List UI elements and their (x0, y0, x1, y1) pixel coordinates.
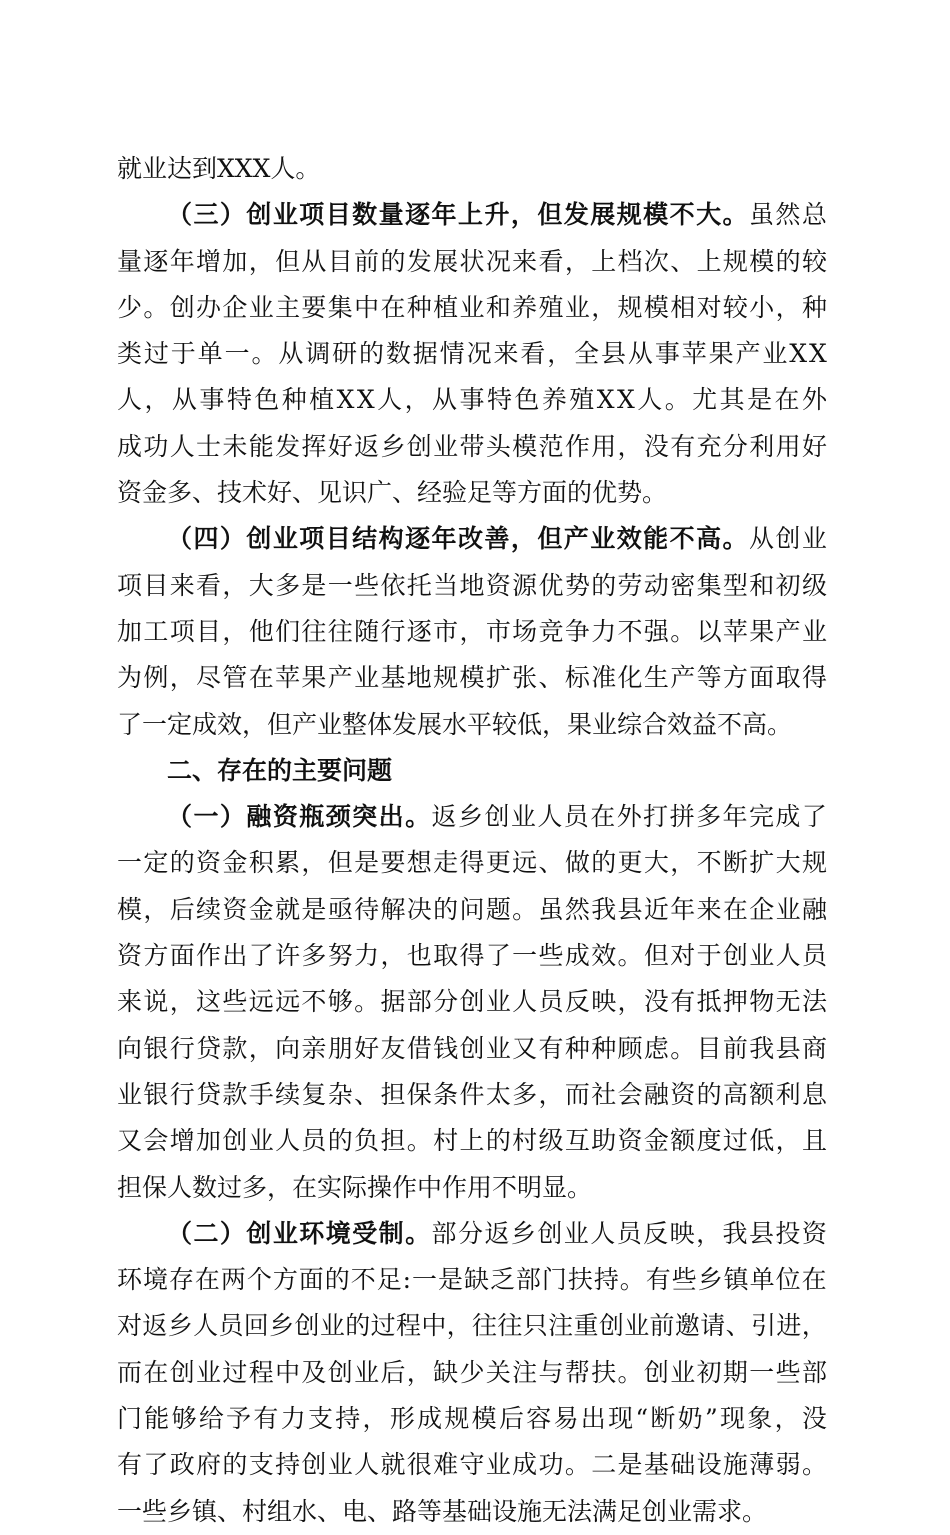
text-line: 项 目 来 看 ， 大 多 是 一 些 依 托 当 地 资 源 优 势 的 劳 动 密 集 型 和 初 级 (117, 570, 827, 600)
text-line: 成 功 人 士 未 能 发 挥 好 返 乡 创 业 带 头 模 范 作 用 ， 没 有 充 分 利 用 好 (117, 431, 827, 461)
document-body (117, 146, 827, 1535)
text-line: 资 方 面 作 出 了 许 多 努 力 ， 也 取 得 了 一 些 成 效 。 但 对 于 创 业 人 员 (117, 941, 827, 971)
text-line: 而 在 创 业 过 程 中 及 创 业 后 ， 缺 少 关 注 与 帮 扶 。 创 业 初 期 一 些 部 (117, 1357, 827, 1387)
text-line (117, 1489, 827, 1535)
text-line: 一 定 的 资 金 积 累 ， 但 是 要 想 走 得 更 远 、 做 的 更 大 ， 不 断 扩 大 规 (117, 848, 827, 878)
body-text: 一些乡镇、村组水、电、路等基础设施无法满足创业需求。 (117, 1496, 768, 1526)
text-line: 来 说 ， 这 些 远 远 不 够 。 据 部 分 创 业 人 员 反 映 ， 没 有 抵 押 物 无 法 (117, 987, 827, 1017)
body-text: 担保人数过多，在实际操作中作用不明显。 (117, 1172, 593, 1202)
text-line: 又 会 增 加 创 业 人 员 的 负 担 。 村 上 的 村 级 互 助 资 金 额 度 过 低 ， 且 (117, 1126, 827, 1156)
text-line: 环 境 存 在 两 个 方 面 的 不 足 : 一 是 缺 乏 部 门 扶 持 。 有 些 乡 镇 单 位 在 (117, 1265, 827, 1295)
text-line (117, 1165, 827, 1211)
body-text: 了一定成效，但产业整体发展水平较低，果业综合效益不高。 (117, 709, 793, 739)
text-line: 对 返 乡 人 员 回 乡 创 业 的 过 程 中 ， 往 往 只 注 重 创 业 前 邀 请 、 引 进 ， (117, 1311, 827, 1341)
text-line: 业 银 行 贷 款 手 续 复 杂 、 担 保 条 件 太 多 ， 而 社 会 融 资 的 高 额 利 息 (117, 1079, 827, 1109)
text-line: 量 逐 年 增 加 ， 但 从 目 前 的 发 展 状 况 来 看 ， 上 档 次 、 上 规 模 的 较 (117, 246, 827, 276)
text-line (117, 146, 827, 192)
text-line: （ 一 ） 融 资 瓶 颈 突 出 。 返 乡 创 业 人 员 在 外 打 拼 多 年 完 成 了 (167, 802, 827, 832)
text-line (117, 748, 827, 794)
text-line: （ 二 ） 创 业 环 境 受 制 。 部 分 返 乡 创 业 人 员 反 映 ， 我 县 投 资 (167, 1218, 827, 1248)
text-line: （ 四 ） 创 业 项 目 结 构 逐 年 改 善 ， 但 产 业 效 能 不 高 。 从 创 业 (167, 524, 827, 554)
text-line: 门 能 够 给 予 有 力 支 持 ， 形 成 规 模 后 容 易 出 现 “ 断 奶 ” 现 象 ， 没 (117, 1404, 827, 1434)
heading-text: 二、存在的主要问题 (167, 755, 393, 785)
text-line (117, 470, 827, 516)
text-line: 加 工 项 目 ， 他 们 往 往 随 行 逐 市 ， 市 场 竞 争 力 不 强 。 以 苹 果 产 业 (117, 616, 827, 646)
text-line: 类 过 于 单 一 。 从 调 研 的 数 据 情 况 来 看 ， 全 县 从 事 苹 果 产 业 X X (117, 339, 827, 369)
text-line: （ 三 ） 创 业 项 目 数 量 逐 年 上 升 ， 但 发 展 规 模 不 大 。 虽 然 总 (167, 200, 827, 230)
body-text: 资金多、技术好、见识广、经验足等方面的优势。 (117, 478, 668, 508)
text-line: 有 了 政 府 的 支 持 创 业 人 就 很 难 守 业 成 功 。 二 是 基 础 设 施 薄 弱 。 (117, 1450, 827, 1480)
text-line: 少 。 创 办 企 业 主 要 集 中 在 种 植 业 和 养 殖 业 ， 规 模 相 对 较 小 ， 种 (117, 292, 827, 322)
text-line: 为 例 ， 尽 管 在 苹 果 产 业 基 地 规 模 扩 张 、 标 准 化 生 产 等 方 面 取 得 (117, 663, 827, 693)
text-line: 向 银 行 贷 款 ， 向 亲 朋 好 友 借 钱 创 业 又 有 种 种 顾 虑 。 目 前 我 县 商 (117, 1033, 827, 1063)
text-line: 模 ， 后 续 资 金 就 是 亟 待 解 决 的 问 题 。 虽 然 我 县 近 年 来 在 企 业 融 (117, 894, 827, 924)
body-text: 就业达到XXX人。 (117, 154, 321, 183)
text-line (117, 702, 827, 748)
text-line: 人 ， 从 事 特 色 种 植 X X 人 ， 从 事 特 色 养 殖 X X 人 。 尤 其 是 在 外 (117, 385, 827, 415)
